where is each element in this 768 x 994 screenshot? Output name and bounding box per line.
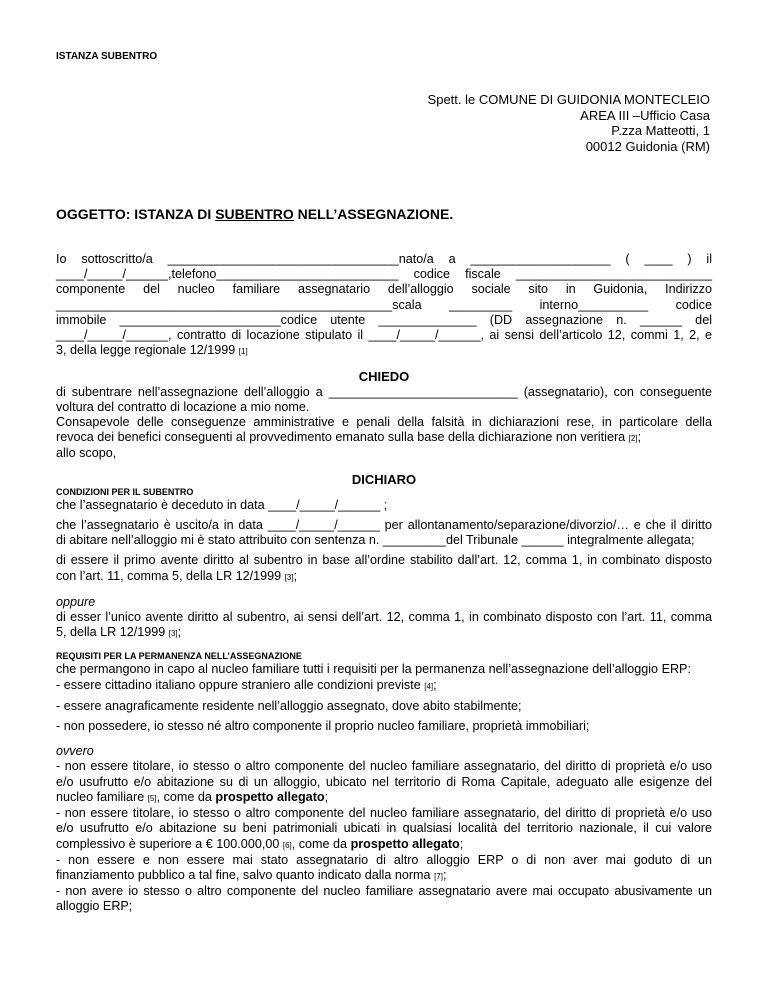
footnote-ref: [6] — [282, 840, 292, 850]
condition-line: di esser l’unico avente diritto al subentro, ai sensi dell’art. 12, comma 1, in combinato disposto con l’art. 11, comma — [56, 610, 712, 625]
footnote-ref: [5] — [147, 793, 157, 803]
request-line — [56, 430, 712, 446]
footnote-ref: [1] — [238, 347, 248, 357]
footnote-ref: [3] — [168, 629, 178, 639]
requirement-text: - essere cittadino italiano oppure straniero alle condizioni previste — [56, 677, 421, 692]
intro-line: ________________________________________________scala _________ interno__________ codice — [56, 297, 712, 312]
requirement-text: nucleo familiare — [56, 789, 145, 804]
request-line: allo scopo, — [56, 446, 117, 461]
condition-punct: ; — [177, 625, 182, 640]
intro-line: ____/_____/______, contratto di locazione stipulato il ____/_____/______, ai sensi dell’articolo 12, commi 1, 2, e — [56, 328, 712, 343]
intro-line: componente del nucleo familiare assegnatario dell’alloggio sociale sito in Guidonia, Indirizzo — [56, 282, 712, 297]
requirement-text: complessivo è superiore a € 100.000,00 — [56, 836, 280, 851]
document-label: ISTANZA SUBENTRO — [56, 51, 158, 62]
requirement-line: - non avere io stesso o altro componente del nucleo familiare assegnatario avere mai occupato abusivamente un — [56, 884, 712, 899]
requirement-line: - non essere titolare, io stesso o altro componente del nucleo familiare assegnatario, del diritto di proprietà e/o uso — [56, 759, 712, 774]
intro-text: 3, della legge regionale 12/1999 — [56, 343, 236, 358]
ovvero-label: ovvero — [56, 744, 94, 759]
intro-line: Io sottoscritto/a _________________________________nato/a a ____________________ ( ____ ) il — [56, 252, 712, 266]
declaration-title: DICHIARO — [351, 471, 417, 487]
requirement-line — [56, 790, 712, 806]
requirement-bold: prospetto allegato — [215, 789, 325, 804]
footnote-ref: [4] — [424, 681, 434, 691]
addressee-line: Spett. le COMUNE DI GUIDONIA MONTECLEIO — [427, 92, 710, 107]
requirement-punct: ; — [433, 677, 437, 692]
requirement-line: - non essere titolare, io stesso o altro componente del nucleo familiare assegnatario, del diritto di proprietà e/o uso — [56, 806, 712, 821]
requirement-line — [56, 837, 712, 853]
requirement-bold: prospetto allegato — [350, 836, 460, 851]
requirement-text: , come da — [156, 789, 216, 804]
condition-line — [56, 569, 712, 585]
intro-line — [56, 343, 712, 359]
request-line: di subentrare nell’assegnazione dell’alloggio a ___________________________ (assegnatario), con conseguente — [56, 384, 712, 399]
addressee-line: 00012 Guidonia (RM) — [585, 138, 710, 154]
addressee-line: AREA III –Ufficio Casa — [580, 107, 710, 123]
requirement-line: e/o usufrutto e/o abitazione su beni patrimoniali ubicati in qualsiasi località del territorio nazionale, il cui valore — [56, 821, 712, 836]
request-title: CHIEDO — [358, 369, 410, 385]
requirement-line: alloggio ERP; — [56, 899, 133, 914]
requirement-punct: ; — [442, 867, 447, 882]
requirement-line — [56, 868, 712, 884]
requirement-line: che permangono in capo al nucleo familiare tutti i requisiti per la permanenza nell’assegnazione dell’alloggio ERP: — [56, 662, 691, 677]
intro-line: immobile _______________________codice utente ______________ (DD assegnazione n. ______ del — [56, 312, 712, 327]
document-body — [56, 252, 712, 915]
condition-line: che l’assegnatario è uscito/a in data ____/_____/______ per allontanamento/separazione/divorzio/… e che il diritto — [56, 518, 712, 533]
request-line: Consapevole delle conseguenze amministrative e penali della falsità in dichiarazioni rese, in particolare della — [56, 415, 712, 430]
footnote-ref: [3] — [284, 572, 294, 582]
requirement-line: - non essere e non essere mai stato assegnatario di altro alloggio ERP o di non aver mai goduto di un — [56, 852, 712, 867]
requirement-line: - non possedere, io stesso né altro componente il proprio nucleo familiare, proprietà immobiliari; — [56, 719, 590, 734]
requirement-text: finanziamento pubblico a tal fine, salvo quanto indicato dalla norma — [56, 867, 431, 882]
requirement-text: , come da — [291, 836, 351, 851]
request-text: revoca dei benefici conseguenti al provvedimento emanato sulla base della dichiarazione non veritiera — [56, 430, 626, 445]
condition-line: di essere il primo avente diritto al subentro in base all’ordine stabilito dall’art. 12, comma 1, in combinato disposto — [56, 553, 712, 568]
condition-text: 5, della LR 12/1999 — [56, 625, 166, 640]
requirements-label: REQUISITI PER LA PERMANENZA NELL’ASSEGNAZIONE — [56, 651, 302, 662]
condition-line — [56, 625, 712, 641]
intro-line: ____/_____/______,telefono__________________________ codice fiscale ____________________________ — [56, 267, 712, 282]
subject-suffix: NELL’ASSEGNAZIONE. — [293, 206, 454, 222]
addressee-line: P.zza Matteotti, 1 — [611, 123, 710, 138]
conditions-label: CONDIZIONI PER IL SUBENTRO — [56, 486, 194, 497]
subject-prefix: OGGETTO: ISTANZA DI — [56, 206, 216, 222]
requirement-line: e/o usufrutto e/o abitazione su di un alloggio, ubicato nel territorio di Roma Capitale, adeguato alle esigenze del — [56, 774, 712, 789]
requirement-line: - essere anagraficamente residente nell’alloggio assegnato, dove abito stabilmente; — [56, 698, 522, 713]
condition-punct: ; — [293, 568, 298, 583]
requirement-punct: ; — [324, 789, 329, 804]
addressee-block — [428, 92, 710, 154]
request-punct: ; — [637, 430, 642, 445]
subject-heading — [56, 206, 453, 222]
footnote-ref: [7] — [434, 871, 443, 881]
request-line: voltura del contratto di locazione a mio nome. — [56, 399, 310, 414]
oppure-label: oppure — [56, 594, 96, 609]
requirement-line — [56, 678, 712, 694]
condition-line: che l’assegnatario è deceduto in data ____/_____/______ ; — [56, 497, 388, 512]
subject-underlined: SUBENTRO — [215, 206, 294, 222]
condition-text: con l’art. 11, comma 5, della LR 12/1999 — [56, 568, 282, 583]
requirement-punct: ; — [459, 836, 464, 851]
condition-line: di abitare nell’alloggio mi è stato attribuito con sentenza n. _________del Tribunale ______ integralmente allegata; — [56, 533, 695, 548]
footnote-ref: [2] — [628, 434, 638, 444]
